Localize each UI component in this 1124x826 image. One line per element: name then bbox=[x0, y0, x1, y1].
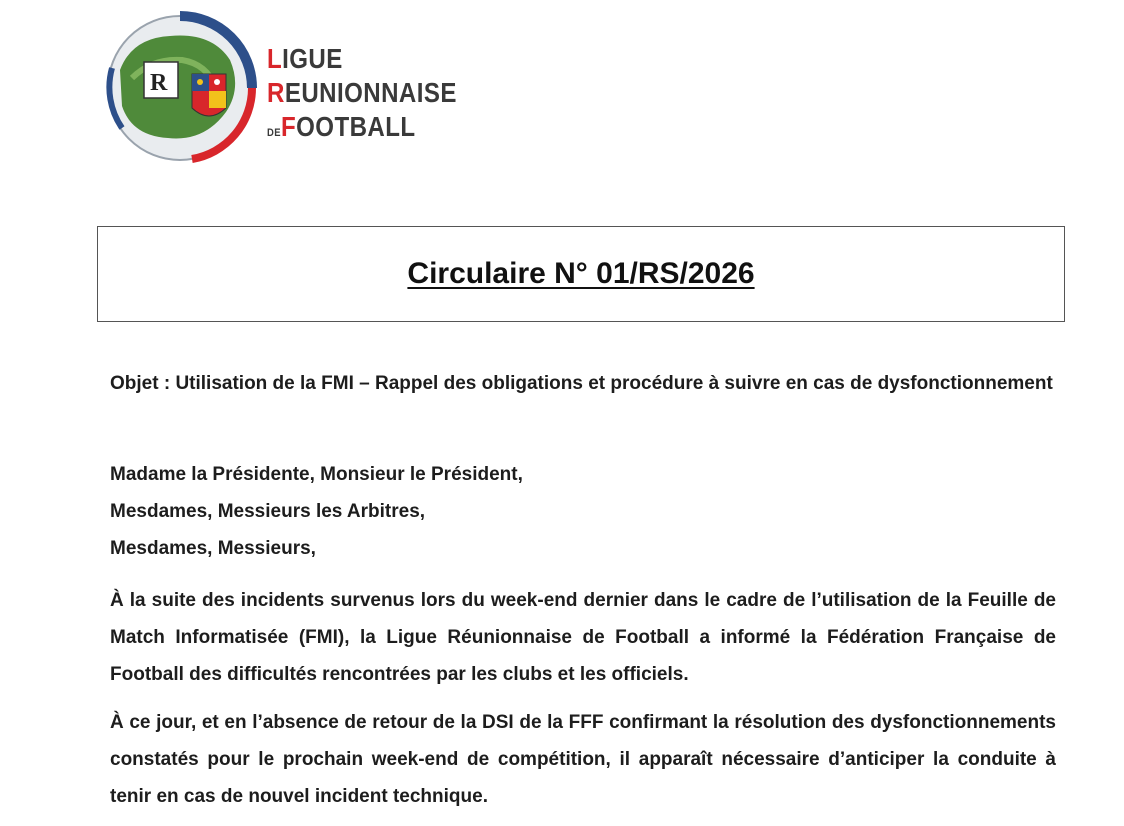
league-name-line-3: DEFOOTBALL bbox=[267, 111, 416, 142]
title-box bbox=[97, 226, 1065, 322]
football-emblem-icon bbox=[92, 8, 267, 168]
svg-text:R: R bbox=[150, 70, 168, 96]
salutation-line: Madame la Présidente, Monsieur le Président, bbox=[110, 464, 523, 485]
circular-title: Circulaire N° 01/RS/2026 bbox=[407, 257, 755, 290]
league-name-wordmark bbox=[267, 42, 457, 150]
body-paragraph-1: À la suite des incidents survenus lors du week-end dernier dans le cadre de l’utilisation de la Feuille de Match Informatisée (FMI), la Ligue Réunionnaise de Football a informé la Fédération Française de Football des difficultés rencontrées par les clubs et les officiels. bbox=[110, 590, 1056, 685]
league-name-line-1: LIGUE bbox=[267, 43, 343, 74]
body-paragraph-2: À ce jour, et en l’absence de retour de la DSI de la FFF confirmant la résolution des dysfonctionnements constatés pour le prochain week-end de compétition, il apparaît nécessaire d’anticiper la conduite à tenir en cas de nouvel incident technique. bbox=[110, 712, 1056, 807]
salutation-block bbox=[110, 456, 1056, 567]
salutation-line: Mesdames, Messieurs les Arbitres, bbox=[110, 501, 426, 522]
league-name-line-2: REUNIONNAISE bbox=[267, 77, 457, 108]
salutation-line: Mesdames, Messieurs, bbox=[110, 538, 316, 559]
subject-line: Objet : Utilisation de la FMI – Rappel des obligations et procédure à suivre en cas de dysfonctionnement bbox=[110, 373, 1053, 394]
league-logo bbox=[92, 8, 472, 168]
